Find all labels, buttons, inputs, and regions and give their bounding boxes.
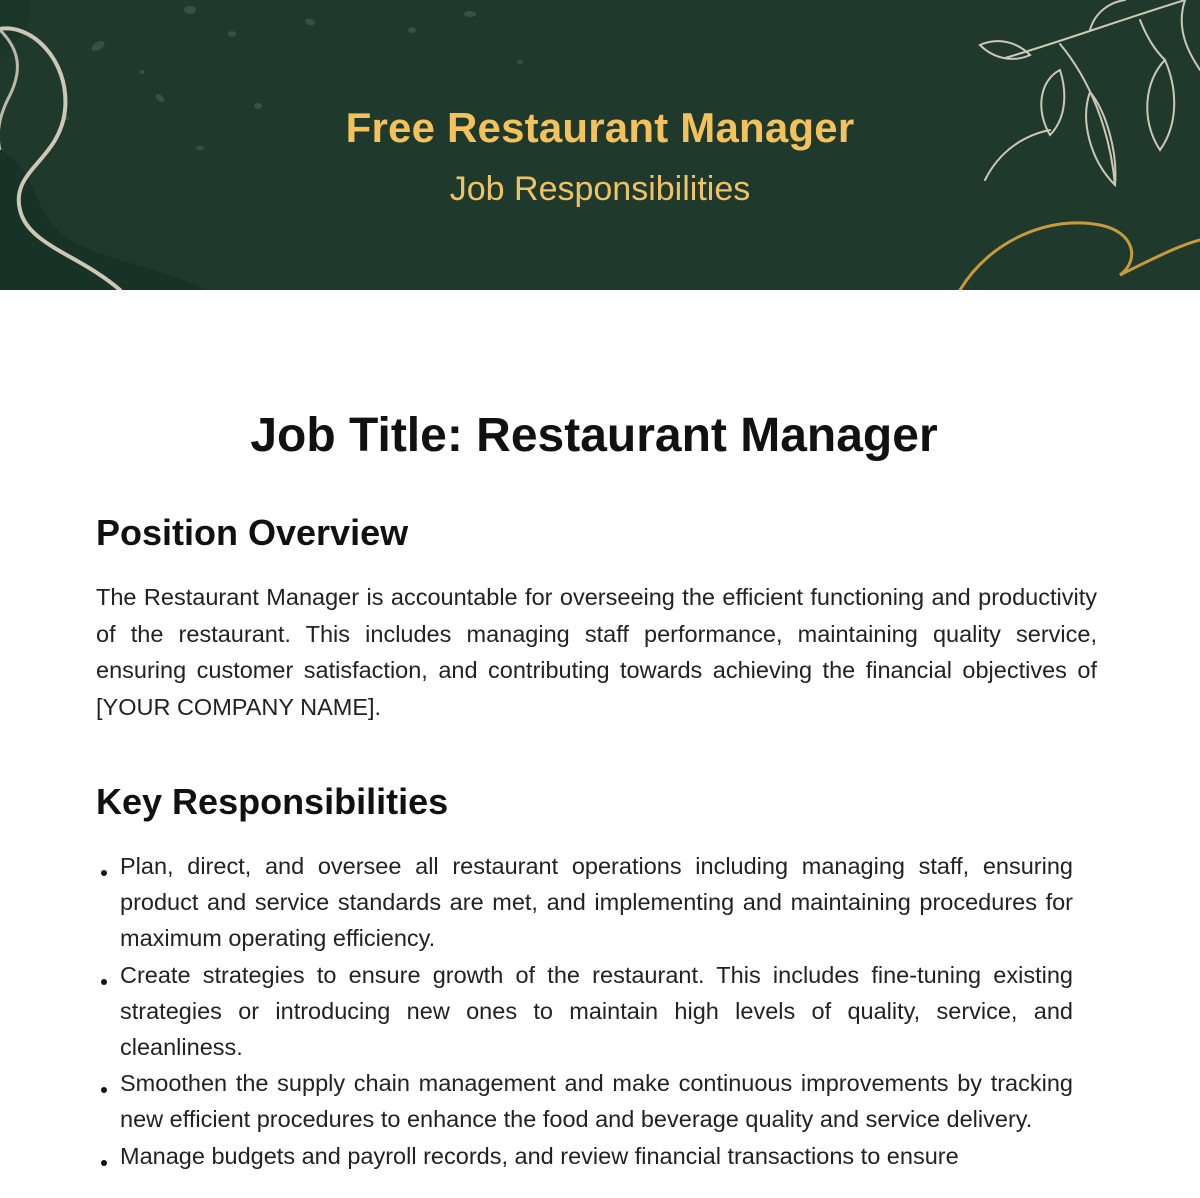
bullet-icon [101, 870, 107, 876]
position-overview-heading: Position Overview [96, 512, 409, 553]
list-item-text: Create strategies to ensure growth of the restaurant. This includes fine-tuning existing strategies or introducing new ones to maintain high levels of quality, service, and cleanliness. [120, 961, 1073, 1061]
key-responsibilities-heading: Key Responsibilities [96, 781, 449, 822]
header-banner [0, 0, 1200, 290]
list-item [96, 1138, 1073, 1174]
banner-subtitle: Job Responsibilities [449, 170, 751, 208]
banner-title: Free Restaurant Manager [345, 104, 855, 151]
bullet-icon [101, 1160, 107, 1166]
list-item [96, 848, 1073, 957]
responsibilities-list [96, 848, 1073, 1174]
list-item [96, 1065, 1073, 1137]
bullet-icon [101, 1087, 107, 1093]
gold-line-decoration [960, 223, 1200, 290]
job-title-heading: Job Title: Restaurant Manager [250, 409, 938, 462]
leaf-branch-decoration [980, 0, 1200, 185]
position-overview-text: The Restaurant Manager is accountable for overseeing the efficient functioning and productivity of the restaurant. This includes managing staff performance, maintaining quality service, ensuring customer satisfaction, and contributing towards achieving the financial objectives of [YOUR COMPANY NAME]. [96, 584, 1097, 720]
list-item [96, 957, 1073, 1066]
list-item-text: Smoothen the supply chain management and make continuous improvements by tracking new efficient procedures to enhance the food and beverage quality and service delivery. [120, 1070, 1073, 1133]
bullet-icon [101, 979, 107, 985]
list-item-text: Manage budgets and payroll records, and review financial transactions to ensure [120, 1142, 959, 1169]
list-item-text: Plan, direct, and oversee all restaurant operations including managing staff, ensuring product and service standards are met, and implementing and maintaining procedures for maximum operating efficiency. [120, 853, 1073, 952]
